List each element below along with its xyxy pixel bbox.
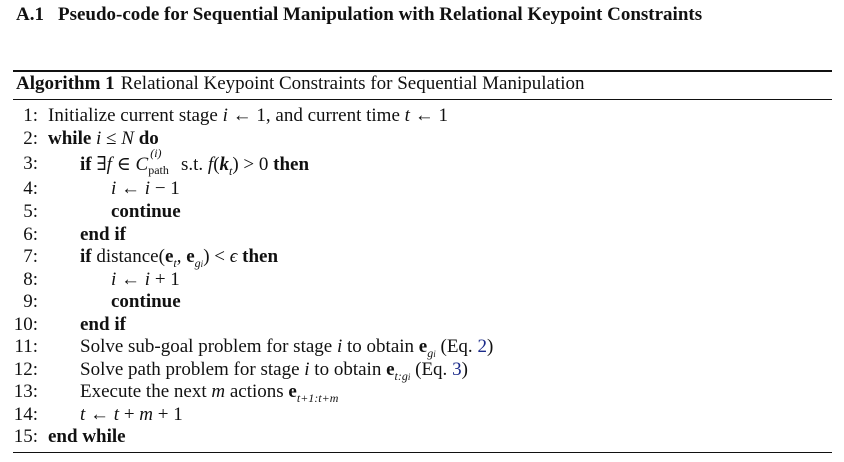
line-number: 6: [23,224,38,245]
line-number: 3: [23,153,38,174]
line-number: 11: [14,336,38,357]
line-code: continue [111,201,181,222]
algorithm-label: Algorithm 1 [16,73,115,94]
line-code: end while [48,426,126,447]
line-number: 8: [23,269,38,290]
algorithm-caption-rule [13,99,832,100]
eq-ref-path[interactable]: 3 [452,359,462,380]
line-number: 7: [23,246,38,267]
algorithm-caption-text: Relational Keypoint Constraints for Sequential Manipulation [120,73,585,94]
line-number: 12: [13,359,38,380]
eq-ref-subgoal[interactable]: 2 [477,336,487,357]
algorithm-bottom-rule [13,452,832,453]
line-code: i ← i − 1 [111,178,180,199]
section-title: Pseudo-code for Sequential Manipulation with Relational Keypoint Constraints [57,4,703,25]
line-code: Initialize current stage i ← 1, and current time t ← 1 [48,105,448,126]
line-number: 2: [23,128,38,149]
line-number: 5: [23,201,38,222]
line-number: 4: [23,178,38,199]
line-number: 13: [13,381,38,402]
line-code: end if [80,224,126,245]
line-code: if $distance(e_t$, $e_{gi}) < \epsilon$ then [80,246,279,270]
line-code: while i ≤ N do [48,128,159,149]
line-code: Execute the next m actions $e_{t+1:t+m}$ [80,381,339,405]
line-code: Solve path problem for stage i to obtain $e_{t:gi}$ (Eq. 3) [80,359,468,383]
algorithm-top-rule [13,70,832,72]
section-number: A.1 [16,4,44,25]
line-number: 14: [13,404,38,425]
line-code: end if [80,314,126,335]
line-code: Solve sub-goal problem for stage i to obtain $e_{gi}$ (Eq. 2) [80,336,494,360]
line-code: continue [111,291,181,312]
line-code: if ∃f ∈ C (i) path s.t. $f(k_t) > 0$ then [80,146,310,178]
line-code: i ← i + 1 [111,269,180,290]
algorithm-caption [16,73,585,95]
line-code: t ← t + m + 1 [80,404,183,425]
line-number: 1: [23,105,38,126]
line-number: 9: [23,291,38,312]
line-number: 10: [13,314,38,335]
line-number: 15: [13,426,38,447]
section-heading [16,4,702,26]
